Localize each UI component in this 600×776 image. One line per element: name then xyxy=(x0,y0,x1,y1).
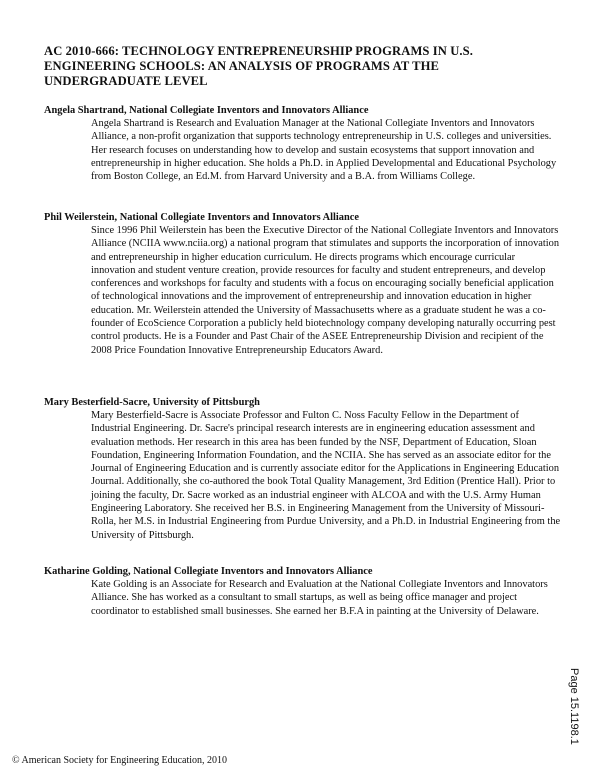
author-bio: Mary Besterfield-Sacre is Associate Professor and Fulton C. Noss Faculty Fellow in the Department of Industrial Engineering. Dr. Sacre's principal research interests are in engineering education assessment and evaluation methods. Her research in this area has been funded by the NSF, Department of Education, Sloan Foundation, Engineering Information Foundation, and the NCIIA. She has served as an associate editor for the Journal of Engineering Education and is currently associate editor for the Applications in Engineering Education Journal. Additionally, she co-authored the book Total Quality Management, 3rd Edition (Prentice Hall). Prior to joining the faculty, Dr. Sacre worked as an industrial engineer with ALCOA and with the U.S. Army Human Engineering Laboratory. She received her B.S. in Engineering Management from the University of Missouri-Rolla, her M.S. in Industrial Engineering from Purdue University, and a Ph.D. in Industrial Engineering from the University of Pittsburgh. xyxy=(91,410,561,541)
author-bio: Kate Golding is an Associate for Research and Evaluation at the National Collegiate Inventors and Innovators Alliance. She has worked as a consultant to small startups, as well as being office manager and project coordinator to established small businesses. She earned her B.F.A in painting at the University of Delaware. xyxy=(91,579,548,617)
author-name: Katharine Golding, National Collegiate Inventors and Innovators Alliance xyxy=(44,566,373,577)
author-name: Mary Besterfield-Sacre, University of Pittsburgh xyxy=(44,397,260,408)
copyright-footer: © American Society for Engineering Education, 2010 xyxy=(12,755,228,766)
author-name: Angela Shartrand, National Collegiate Inventors and Innovators Alliance xyxy=(44,105,369,116)
author-bio: Angela Shartrand is Research and Evaluation Manager at the National Collegiate Inventors and Innovators Alliance, a non-profit organization that supports technology entrepreneurship in U.S. colleges and universities. Her research focuses on understanding how to develop and sustain ecosystems that support innovation and entrepreneurship in higher education. She holds a Ph.D. in Applied Developmental and Educational Psychology from Boston College, an Ed.M. from Harvard University and a B.A. from Williams College. xyxy=(91,118,557,183)
author-block xyxy=(44,565,564,618)
paper-title: AC 2010-666: TECHNOLOGY ENTREPRENEURSHIP PROGRAMS IN U.S. ENGINEERING SCHOOLS: AN ANALYSIS OF PROGRAMS AT THE UNDERGRADUATE LEVEL xyxy=(44,44,474,88)
author-block xyxy=(44,104,564,183)
author-block xyxy=(44,211,564,357)
author-block xyxy=(44,396,564,542)
author-name: Phil Weilerstein, National Collegiate Inventors and Innovators Alliance xyxy=(44,212,359,223)
page-number-label: Page 15.1198.1 xyxy=(568,668,580,745)
author-bio: Since 1996 Phil Weilerstein has been the Executive Director of the National Collegiate Inventors and Innovators Alliance (NCIIA www.nciia.org) a national program that stimulates and supports the incorporation of innovation and entrepreneurship in higher education curriculum. He directs programs which encourage curricular innovation and student venture creation, provide resources for faculty and student entrepreneurs, and develop conferences and workshops for faculty and students with a focus on encouraging socially beneficial application of technological innovations and the improvement of entrepreneurship and innovation education in higher education. Mr. Weilerstein attended the University of Massachusetts where as a graduate student he was a co-founder of EcoScience Corporation a publicly held biotechnology company developing naturally occurring pest control products. He is a Founder and Past Chair of the ASEE Entrepreneurship Division and recipient of the 2008 Price Foundation Innovative Entrepreneurship Educators Award. xyxy=(91,225,560,356)
